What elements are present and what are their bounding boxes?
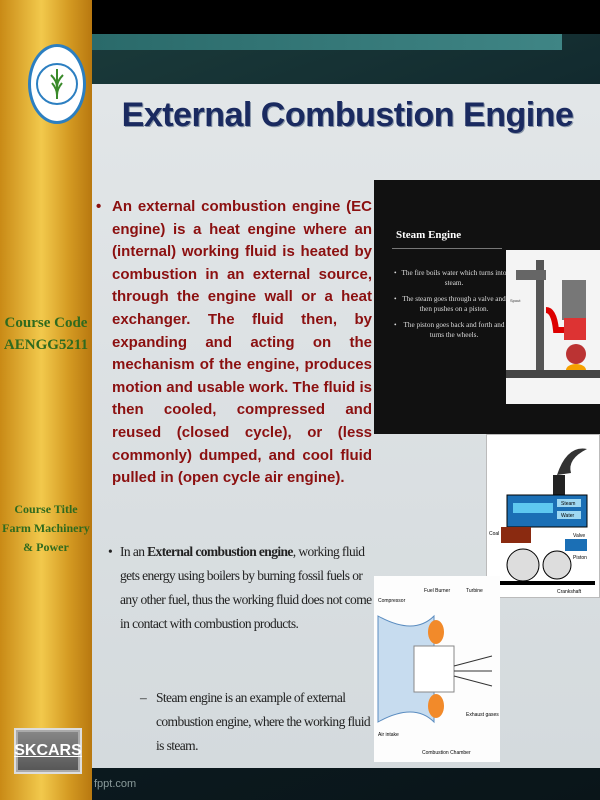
steam-engine-diagram [506,250,600,404]
course-title-line1: Farm Machinery [2,521,90,535]
course-code-value: AENGG5211 [3,337,89,353]
footer-brand: fppt.com [94,778,137,790]
teal-stripe [92,34,562,50]
main-paragraph: An external combustion engine (EC engine) is a heat engine where an (internal) working fluid is heated by combustion in an external source, through the engine wall or a heat exchanger. The fluid then, by expanding and acting on the mechanism of the engine, produces motion and usable work. The fluid is then cooled, compressed and reused (closed cycle), or (less commonly) dumped, and cool fluid pulled in (open cycle air engine). [112,198,372,487]
top-band [92,0,600,34]
subsub-paragraph: Steam engine is an example of external combustion engine, where the working fluid is steam. [156,690,370,753]
loco-label-valve: Valve [573,533,586,539]
turbine-diagram [374,576,500,762]
svg-text:Spout: Spout [510,298,521,303]
course-title [0,500,92,557]
sub-prefix: In an [120,544,148,559]
subsub-bullet [140,686,372,758]
skcars-badge: SKCARS [14,728,82,774]
loco-label-piston: Piston [573,555,587,561]
steam-bullet: • The steam goes through a valve and then pushes on a piston. [394,294,508,314]
turbine-label-fuel-burner: Fuel Burner [424,588,451,594]
sub-bullet [108,540,374,636]
turbine-label-turbine: Turbine [466,588,483,594]
bullet-dot: • [96,198,102,215]
sub-rest: , working fluid gets energy using boilers by burning fossil fuels or any other fuel, thus the working fluid does not come in contact with combustion products. [120,544,372,631]
steam-bullet: • The piston goes back and forth and turns the wheels. [394,320,508,340]
course-code [0,312,92,356]
steam-bullets [394,268,508,346]
slide-title: External Combustion Engine [121,96,574,134]
locomotive-diagram [486,434,600,598]
steam-divider [392,248,502,249]
loco-label-coal: Coal [489,531,500,537]
course-title-label: Course Title [14,502,78,516]
bullet-dot: • [108,544,113,559]
sub-bold: External combustion engine [147,544,293,559]
dash-marker: – [140,690,147,705]
course-title-line2: & Power [23,540,69,554]
course-code-label: Course Code [4,315,88,331]
steam-engine-title: Steam Engine [396,229,462,241]
loco-label-steam: Steam [561,501,576,507]
turbine-label-exhaust: Exhaust gases [466,712,499,718]
turbine-label-chamber: Combustion Chamber [422,750,471,756]
university-logo-left [28,44,86,124]
loco-label-crankshaft: Crankshaft [557,589,582,595]
main-bullet [96,196,372,490]
turbine-label-air-intake: Air intake [378,732,399,738]
sub-paragraph [120,540,374,636]
loco-label-water: Water [561,513,575,519]
steam-bullet: • The fire boils water which turns into steam. [394,268,508,288]
turbine-label-compressor: Compressor [378,598,406,604]
